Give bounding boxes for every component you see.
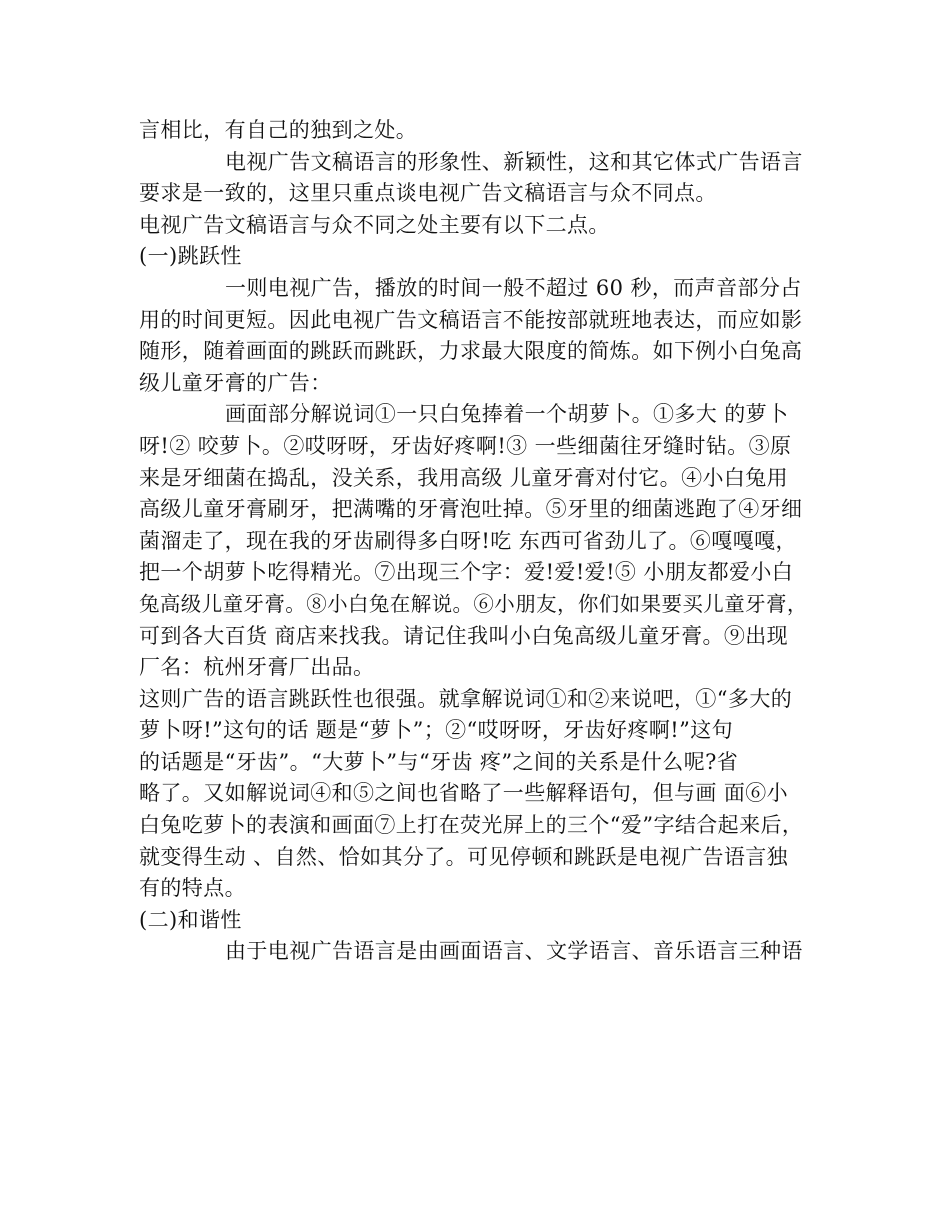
- text-line: 白兔吃萝卜的表演和画面⑦上打在荧光屏上的三个“爱”字结合起来后，: [139, 813, 804, 838]
- text-line: 级儿童牙膏的广告：: [139, 370, 332, 395]
- text-line: 兔高级儿童牙膏。⑧小白兔在解说。⑥小朋友，你们如果要买儿童牙膏，: [139, 591, 808, 616]
- text-line: 画面部分解说词①一只白兔捧着一个胡萝卜。①多大 的萝卜: [225, 402, 789, 427]
- text-line: 呀!② 咬萝卜。②哎呀呀，牙齿好疼啊!③ 一些细菌往牙缝时钻。③原: [139, 433, 792, 458]
- text-line: 厂名：杭州牙膏厂出品。: [139, 655, 375, 680]
- text-line: (一)跳跃性: [139, 244, 242, 269]
- text-line: 高级儿童牙膏刷牙，把满嘴的牙膏泡吐掉。⑤牙里的细菌逃跑了④牙细: [139, 497, 803, 522]
- text-line: 把一个胡萝卜吃得精光。⑦出现三个字：爱!爱!爱!⑤ 小朋友都爱小白: [139, 560, 794, 585]
- text-line: 略了。又如解说词④和⑤之间也省略了一些解释语句，但与画 面⑥小: [139, 781, 789, 806]
- text-line: 来是牙细菌在捣乱，没关系，我用高级 儿童牙膏对付它。④小白兔用: [139, 465, 789, 490]
- text-line: 有的特点。: [139, 876, 246, 901]
- text-line: 一则电视广告，播放的时间一般不超过 60 秒，而声音部分占: [225, 275, 802, 300]
- text-line: 随形，随着画面的跳跃而跳跃，力求最大限度的简炼。如下例小白兔高: [139, 339, 803, 364]
- text-line: 可到各大百货 商店来找我。请记住我叫小白兔高级儿童牙膏。⑨出现: [139, 623, 789, 648]
- document-page: [139, 115, 815, 968]
- text-line: 要求是一致的，这里只重点谈电视广告文稿语言与众不同点。: [139, 181, 717, 206]
- text-line: 菌溜走了，现在我的牙齿刷得多白呀!吃 东西可省劲儿了。⑥嘎嘎嘎，: [139, 528, 797, 553]
- text-line: 的话题是“牙齿”。“大萝卜”与“牙齿 疼”之间的关系是什么呢?省: [139, 749, 739, 774]
- text-line: 电视广告文稿语言的形象性、新颖性，这和其它体式广告语言: [225, 149, 803, 174]
- text-line: 言相比，有自己的独到之处。: [139, 118, 418, 142]
- text-line: 由于电视广告语言是由画面语言、文学语言、音乐语言三种语: [225, 939, 803, 964]
- text-line: 电视广告文稿语言与众不同之处主要有以下二点。: [139, 212, 610, 237]
- text-line: 萝卜呀!”这句的话 题是“萝卜”；②“哎呀呀，牙齿好疼啊!”这句: [139, 718, 734, 743]
- text-line: 这则广告的语言跳跃性也很强。就拿解说词①和②来说吧，①“多大的: [139, 686, 793, 711]
- text-line: (二)和谐性: [139, 907, 242, 932]
- text-line: 用的时间更短。因此电视广告文稿语言不能按部就班地表达，而应如影: [139, 307, 803, 332]
- text-line: 就变得生动 、自然、恰如其分了。可见停顿和跳跃是电视广告语言独: [139, 844, 789, 869]
